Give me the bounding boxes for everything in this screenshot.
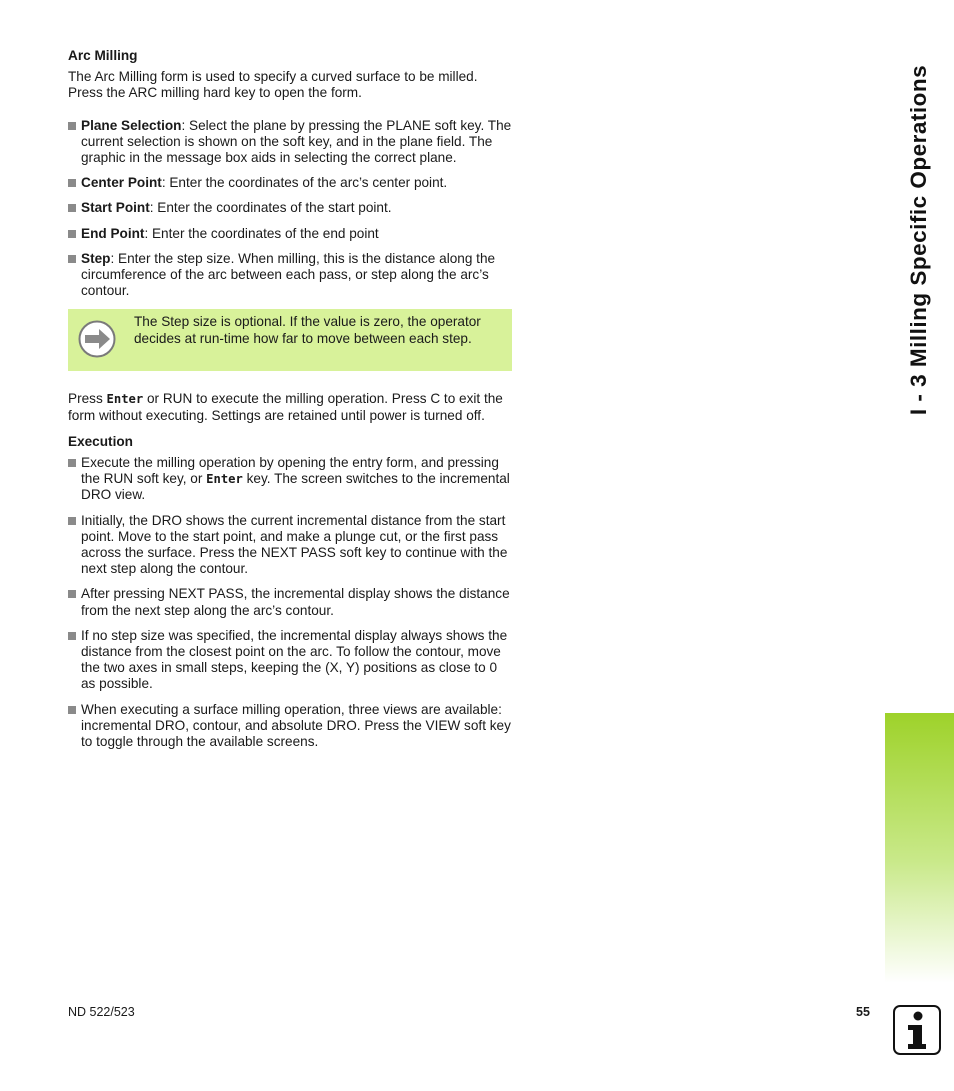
- execution-heading: Execution: [68, 433, 133, 449]
- list-item: [68, 175, 512, 191]
- bullet-term: Step: [81, 250, 111, 266]
- bullet-term: End Point: [81, 225, 145, 241]
- bullet-text: : Enter the coordinates of the end point: [144, 225, 379, 241]
- list-item: [68, 513, 512, 578]
- bullet-text: Initially, the DRO shows the current incremental distance from the start point. Move to the start point, and make a plunge cut, or the first pass across the surface. Press the NEXT PASS soft key to continue with the next step along the contour.: [81, 512, 508, 577]
- bullet-square-icon: [68, 459, 76, 467]
- page-number: 55: [856, 1005, 870, 1019]
- enter-key-label: Enter: [206, 472, 243, 487]
- info-icon: [893, 1005, 941, 1055]
- bullet-text: : Enter the coordinates of the arc’s center point.: [161, 175, 448, 191]
- note-box: [68, 309, 512, 371]
- bullet-text: When executing a surface milling operation, three views are available: incremental DRO, contour, and absolute DRO. Press the VIEW soft key to toggle through the available screens.: [81, 701, 511, 750]
- bullet-square-icon: [68, 179, 76, 187]
- bullet-text: After pressing NEXT PASS, the incremental display shows the distance from the next step along the arc’s contour.: [81, 586, 510, 618]
- bullet-text: : Select the plane by pressing the PLANE soft key. The current selection is shown on the soft key, and in the plane field. The graphic in the message box aids in selecting the correct plane.: [81, 117, 512, 166]
- list-item: [68, 118, 512, 167]
- press-enter-paragraph: [68, 391, 512, 423]
- bullet-square-icon: [68, 517, 76, 525]
- list-item: [68, 628, 512, 693]
- list-item: [68, 226, 512, 242]
- bullet-text: : Enter the coordinates of the start point.: [149, 200, 392, 216]
- arc-milling-intro: The Arc Milling form is used to specify a curved surface to be milled. Press the ARC milling hard key to open the form.: [68, 69, 478, 101]
- bullet-square-icon: [68, 204, 76, 212]
- bullet-term: Center Point: [81, 175, 162, 191]
- list-item: [68, 455, 512, 504]
- main-content: [68, 48, 512, 759]
- bullet-square-icon: [68, 590, 76, 598]
- bullet-square-icon: [68, 230, 76, 238]
- info-glyph-icon: [895, 1007, 939, 1053]
- bullet-square-icon: [68, 255, 76, 263]
- bullet-term: Start Point: [81, 200, 150, 216]
- list-item: [68, 200, 512, 216]
- enter-key-label: Enter: [106, 392, 144, 407]
- bullet-term: Plane Selection: [81, 117, 182, 133]
- list-item: [68, 251, 512, 300]
- chapter-side-title: I - 3 Milling Specific Operations: [906, 64, 931, 416]
- list-item: [68, 586, 512, 618]
- chapter-tab-bar: [885, 713, 954, 983]
- footer-model: ND 522/523: [68, 1005, 135, 1019]
- arrow-right-icon: [78, 320, 116, 358]
- bullet-square-icon: [68, 632, 76, 640]
- bullet-text: If no step size was specified, the incremental display always shows the distance from the closest point on the arc. To follow the contour, move the two axes in small steps, keeping the (X, Y) positions as close to 0 as possible.: [81, 627, 508, 692]
- press-post: or RUN to execute the milling operation. Press C to exit the form without executing. Settings are retained until power is turned off.: [68, 391, 503, 423]
- note-text: The Step size is optional. If the value is zero, the operator decides at run-time how far to move between each step.: [134, 314, 481, 346]
- bullet-text: Execute the milling operation by opening the entry form, and pressing the RUN soft key, or: [81, 455, 499, 487]
- arc-milling-heading: Arc Milling: [68, 48, 138, 63]
- bullet-square-icon: [68, 122, 76, 130]
- list-item: [68, 702, 512, 751]
- press-pre: Press: [68, 391, 107, 407]
- bullet-text: : Enter the step size. When milling, this is the distance along the circumference of the arc between each pass, or step along the arc’s contour.: [81, 250, 496, 299]
- bullet-text: key. The screen switches to the incremental DRO view.: [81, 471, 510, 503]
- bullet-square-icon: [68, 706, 76, 714]
